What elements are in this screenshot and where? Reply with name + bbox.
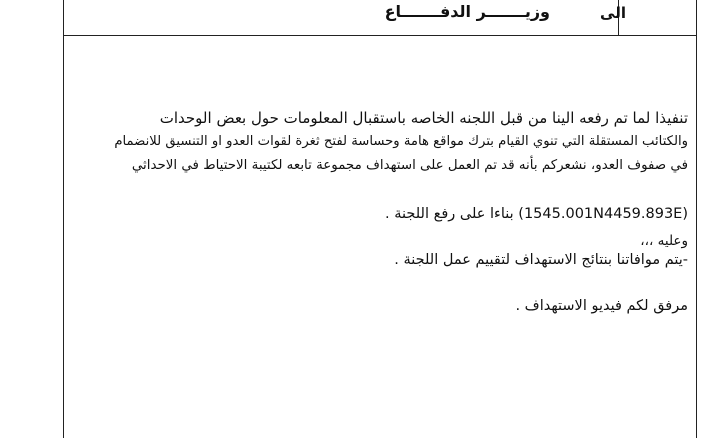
- coordinates-value: (1545.001N4459.893E): [518, 206, 688, 222]
- coordinates-line: [300, 206, 688, 222]
- body-paragraph: [72, 106, 688, 178]
- attachment-line: مرفق لكم فيديو الاستهداف .: [515, 298, 688, 314]
- recipient-name: وزيـــــــر الدفـــــــاع: [384, 2, 550, 21]
- request-line: -يتم موافاتنا بنتائج الاستهداف لتقييم عمل اللجنة .: [394, 252, 688, 268]
- paragraph-line: في صفوف العدو، نشعركم بأنه قد تم العمل على استهداف مجموعة تابعه لكتيبة الاحتياط في الاحداثي: [131, 158, 688, 173]
- thus-line: وعليه ،،،: [640, 233, 688, 249]
- to-label: الى: [600, 4, 626, 22]
- paragraph-line: والكتائب المستقلة التي تنوي القيام بترك مواقع هامة وحساسة لفتح ثغرة لقوات العدو او التنسيق للانضمام: [114, 134, 688, 149]
- paragraph-line: تنفيذا لما تم رفعه الينا من قبل اللجنه الخاصه باستقبال المعلومات حول بعض الوحدات: [159, 109, 688, 127]
- coordinates-suffix: بناءا على رفع اللجنة .: [385, 206, 514, 222]
